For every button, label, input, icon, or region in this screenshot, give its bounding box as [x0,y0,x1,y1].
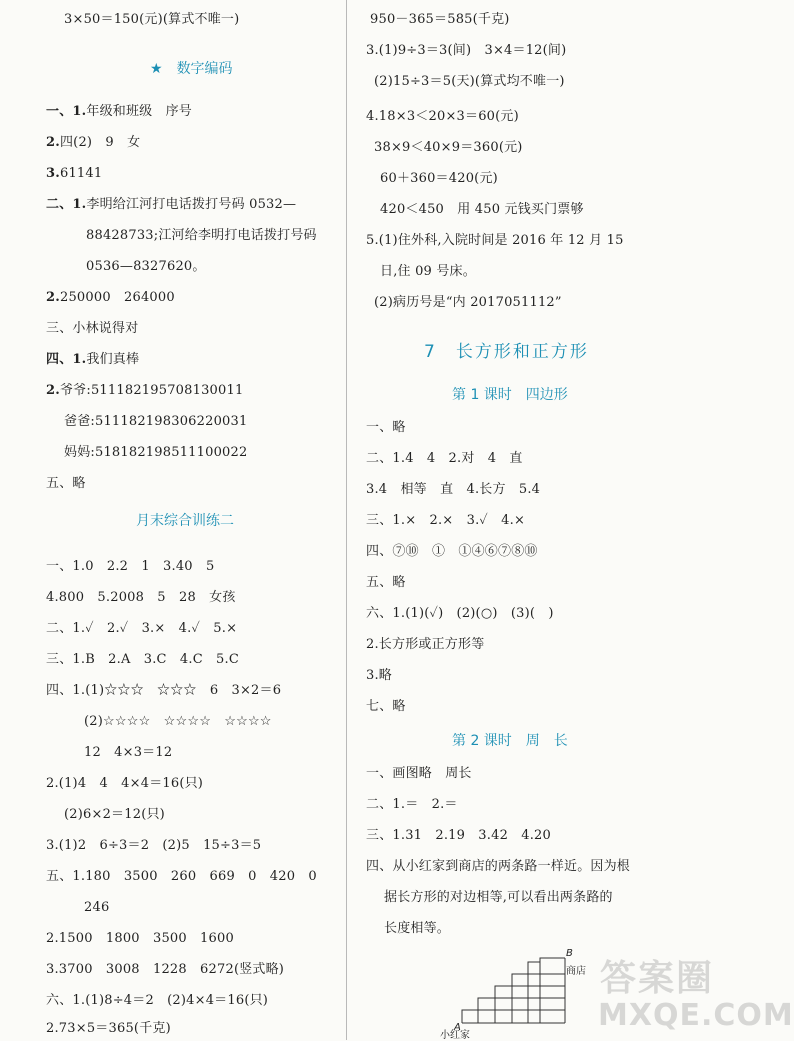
answer-line: 二、1.＝ 2.＝ [366,797,458,812]
answer-line: 一、略 [366,420,406,435]
answer-line: 2.73×5＝365(千克) [46,1021,171,1036]
answer-line: 六、1.(1)8÷4＝2 (2)4×4＝16(只) [46,993,269,1008]
answer-line: 二、1.✓ 2.✓ 3.× 4.✓ 5.× [46,621,238,636]
lesson-heading-2: 第 2 课时 周 长 [452,733,568,749]
answer-line: 七、略 [366,699,406,714]
answer-line: 一、1.年级和班级 序号 [46,104,192,119]
answer-line: (2)病历号是“内 2017051112” [374,295,562,310]
point-b-label: B [566,948,573,959]
answer-line: (2)6×2＝12(只) [64,807,165,822]
answer-line: 3.略 [366,668,393,683]
answer-line: 4.18×3＜20×3＝60(元) [366,109,519,124]
section-heading-text: 数字编码 [176,61,233,77]
answer-line: 四、⑦⑩ ① ①④⑥⑦⑧⑩ [366,544,538,559]
answer-line: 420＜450 用 450 元钱买门票够 [380,202,584,217]
answer-line: 3.(1)9÷3＝3(间) 3×4＝12(间) [366,43,567,58]
section-heading-digit-coding [150,61,233,77]
answer-line: 246 [84,900,110,915]
answer-line: 3.61141 [46,166,103,181]
answer-line: 950－365＝585(千克) [370,12,510,27]
answer-line: 60＋360＝420(元) [380,171,498,186]
answer-line: 3.(1)2 6÷3＝2 (2)5 15÷3＝5 [46,838,262,853]
answer-line: 据长方形的对边相等,可以看出两条路的 [384,890,613,905]
point-a-label: A [454,1022,461,1033]
answer-line: 四、1.(1)☆☆☆ ☆☆☆ 6 3×2＝6 [46,683,282,698]
answer-line: 2.四(2) 9 女 [46,135,141,150]
answer-line: 三、1.× 2.× 3.✓ 4.× [366,513,526,528]
answer-line: 二、1.4 4 2.对 4 直 [366,451,523,466]
answer-line: 妈妈:518182198511100022 [64,445,248,460]
answer-line: 3.4 相等 直 4.长方 5.4 [366,482,541,497]
answer-line: 五、略 [366,575,406,590]
answer-line: 38×9＜40×9＝360(元) [374,140,523,155]
watermark-url: MXQE.COM [598,998,794,1033]
answer-line: 日,住 09 号床。 [380,264,476,279]
answer-line: 爸爸:511182198306220031 [64,414,248,429]
answer-line: 2.长方形或正方形等 [366,637,485,652]
answer-line: 2.(1)4 4 4×4＝16(只) [46,776,204,791]
answer-line: 五、略 [46,476,86,491]
section-heading-monthly-review: 月末综合训练二 [136,513,234,529]
answer-line: 2.爷爷:511182195708130011 [46,383,244,398]
home-label: 小红家 [440,1030,470,1041]
answer-line: 四、从小红家到商店的两条路一样近。因为根 [366,859,631,874]
answer-line: 五、1.180 3500 260 669 0 420 0 [46,869,317,884]
answer-line: 二、1.李明给江河打电话拨打号码 0532— [46,197,297,212]
route-figure [440,948,590,1041]
answer-line: 一、1.0 2.2 1 3.40 5 [46,559,215,574]
answer-line: (2)☆☆☆☆ ☆☆☆☆ ☆☆☆☆ [84,714,272,729]
column-divider [346,0,347,1040]
answer-line: 三、1.31 2.19 3.42 4.20 [366,828,551,843]
answer-line: 六、1.(1)(✓) (2)(○) (3)( ) [366,606,554,621]
answer-line: 5.(1)住外科,入院时间是 2016 年 12 月 15 [366,233,624,248]
answer-line: 0536—8327620。 [86,259,206,274]
answer-line: 长度相等。 [384,921,451,936]
watermark-logo-text: 答案圈 [600,958,715,999]
answer-line: 12 4×3＝12 [84,745,173,760]
answer-line: 三、1.B 2.A 3.C 4.C 5.C [46,652,239,667]
answer-line: 2.1500 1800 3500 1600 [46,931,234,946]
answer-line: 三、小林说得对 [46,321,139,336]
star-icon: ★ [150,61,163,77]
answer-line: 四、1.我们真棒 [46,352,140,367]
answer-line: 4.800 5.2008 5 28 女孩 [46,590,236,605]
watermark [590,950,794,1036]
answer-line: 3×50＝150(元)(算式不唯一) [64,12,240,27]
stair-route [462,958,565,1023]
chapter-heading: 7 长方形和正方形 [424,342,589,362]
answer-line: (2)15÷3＝5(天)(算式均不唯一) [374,74,565,89]
answer-line: 2.250000 264000 [46,290,175,305]
answer-line: 88428733;江河给李明打电话拨打号码 [86,228,317,243]
lesson-heading-1: 第 1 课时 四边形 [452,387,568,403]
answer-line: 3.3700 3008 1228 6272(竖式略) [46,962,285,977]
answer-line: 一、画图略 周长 [366,766,472,781]
shop-label: 商店 [566,966,586,977]
